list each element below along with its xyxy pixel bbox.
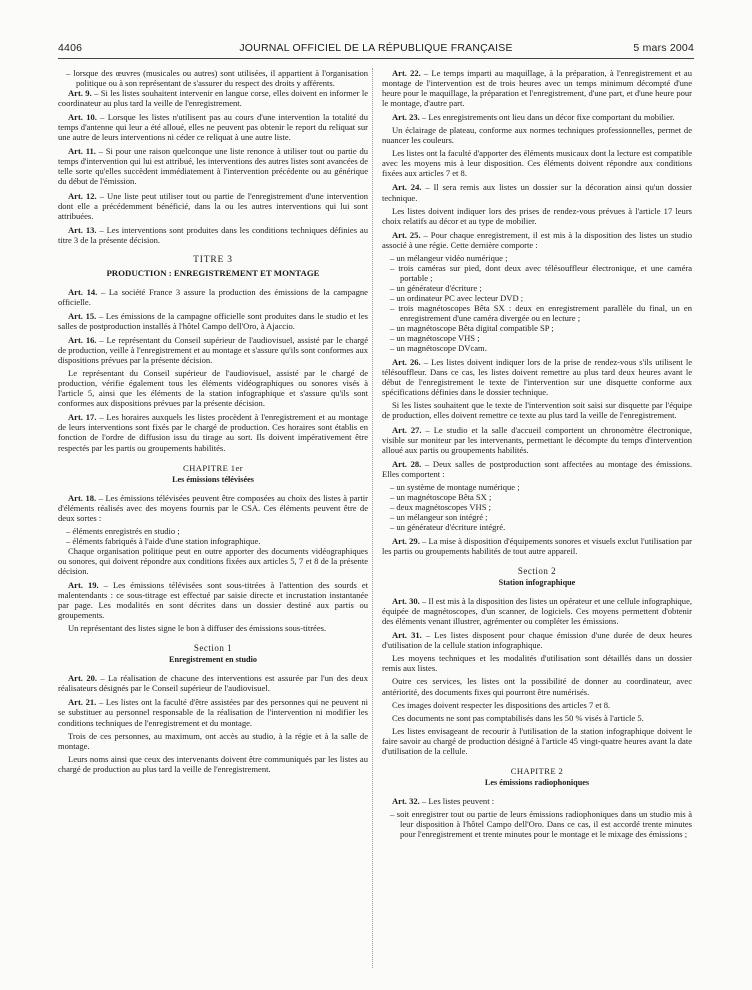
article-25: Art. 25. – Pour chaque enregistrement, il est mis à la disposition des listes un studio associé à une régie. Cette dernière comporte :	[382, 229, 692, 250]
paragraph: Outre ces services, les listes ont la possibilité de donner au coordinateur, avec antériorité, des documents fixes qui pourront être numérisés.	[382, 676, 692, 697]
paragraph: Si les listes souhaitent que le texte de l'intervention soit saisi sur disquette par l'équipe de production, elles doivent remettre ce texte au plus tard la veille de l'enregistrement.	[382, 400, 692, 421]
list-item: – trois magnétoscopes Bêta SX : deux en enregistrement parallèle du final, un en enregistrement d'une caméra divergée ou en lecture ;	[390, 302, 692, 324]
paragraph: Trois de ces personnes, au maximum, ont accès au studio, à la régie et à la salle de montage.	[58, 730, 368, 751]
list-item: – soit enregistrer tout ou partie de leurs émissions radiophoniques dans un studio mis à leur disposition à l'hôtel Campo dell'Oro. Dans ce cas, il est accordé trente minutes pour l'enregistrement et trente minutes pour le montage et le mixage des émissions ;	[390, 808, 692, 840]
article-16: Art. 16. – Le représentant du Conseil supérieur de l'audiovisuel, assisté par le chargé de production, veille à l'enregistrement et au montage et s'assure qu'ils sont conformes aux dispositions prévues par la présente décision.	[58, 335, 368, 366]
article-20: Art. 20. – La réalisation de chacune des interventions est assurée par l'un des deux réalisateurs désignés par le Conseil supérieur de l'audiovisuel.	[58, 673, 368, 694]
section-subheading: Enregistrement en studio	[169, 655, 257, 665]
journal-title: JOURNAL OFFICIEL DE LA RÉPUBLIQUE FRANÇAISE	[239, 42, 513, 54]
paragraph: Les listes doivent indiquer lors des prises de rendez-vous prévues à l'article 17 leurs choix relatifs au décor et au type de mobilier.	[382, 205, 692, 226]
right-column	[382, 68, 692, 839]
article-11: Art. 11. – Si pour une raison quelconque une liste renonce à utiliser tout ou partie du temps d'intervention qui lui est attribué, les interventions des autres listes sont avancées de telle sorte qu'elles succèdent immédiatement à l'intervention précédente ou au générique du début de l'émission.	[58, 146, 368, 187]
article-10: Art. 10. – Lorsque les listes n'utilisent pas au cours d'une intervention la totalité du temps d'antenne qui leur a été alloué, elles ne peuvent pas obtenir le report du reliquat sur une autre de leurs interventions ni céder ce reliquat à une autre liste.	[58, 112, 368, 143]
article-19: Art. 19. – Les émissions télévisées sont sous-titrées à l'attention des sourds et malentendants : ce sous-titrage est effectué par saisie directe et incrustation instantanée par page. Les modalités en sont décrites dans un dossier destiné aux partis ou groupements.	[58, 580, 368, 621]
article-28: Art. 28. – Deux salles de postproduction sont affectées au montage des émissions. Elles comportent :	[382, 458, 692, 479]
section-subheading: Station infographique	[498, 578, 576, 588]
list-item: – un magnétoscope DVcam.	[390, 343, 487, 354]
paragraph: Les listes ont la faculté d'apporter des éléments musicaux dont la lecture est compatible avec les moyens mis à leur disposition. Ces éléments doivent répondre aux conditions fixées aux articles 7 et 8.	[382, 148, 692, 179]
page-header	[58, 42, 694, 56]
article-15: Art. 15. – Les émissions de la campagne officielle sont produites dans le studio et les salles de postproduction installés à l'hôtel Campo dell'Oro, à Ajaccio.	[58, 310, 368, 331]
list-item: – lorsque des œuvres (musicales ou autres) sont utilisées, il appartient à l'organisation politique ou à son représentant de s'assurer du respect des droits y afférents.	[66, 68, 368, 89]
article-17: Art. 17. – Les horaires auxquels les listes procèdent à l'enregistrement et au montage de leurs interventions sont fixés par le chargé de production. Ces horaires sont établis en fonction de l'ordre de diffusion issu du tirage au sort. Ils doivent impérativement être respectés par les partis ou groupements habilités.	[58, 412, 368, 453]
list-item: – un mélangeur son intégré ;	[390, 511, 488, 522]
paragraph: Ces documents ne sont pas comptabilisés dans les 50 % visés à l'article 5.	[392, 712, 644, 723]
paragraph: Un éclairage de plateau, conforme aux normes techniques professionnelles, permet de nuancer les couleurs.	[382, 125, 692, 146]
paragraph: Le représentant du Conseil supérieur de l'audiovisuel, assisté par le chargé de production, vérifie également tous les éléments vidéographiques ou sonores visés à l'article 5, ainsi que les éléments de la station infographique et s'assure qu'ils sont conformes aux dispositions prévues par la présente décision.	[58, 368, 368, 409]
header-rule	[58, 58, 694, 59]
article-26: Art. 26. – Les listes doivent indiquer lors de la prise de rendez-vous s'ils utilisent le télésouffleur. Dans ce cas, les listes doivent remettre au plus tard deux heures avant le début de l'enregistrement le texte de l'intervention sur une disquette conforme aux spécifications définies dans le dossier technique.	[382, 357, 692, 398]
publication-date: 5 mars 2004	[633, 42, 694, 54]
list-item: – trois caméras sur pied, dont deux avec télésouffleur électronique, et une caméra portable ;	[390, 262, 692, 283]
title-heading: TITRE 3	[193, 254, 233, 265]
article-9: Art. 9. – Si les listes souhaitent intervenir en langue corse, elles doivent en informer le coordinateur au plus tard la veille de l'enregistrement.	[58, 88, 368, 109]
list-item: – un générateur d'écriture ;	[390, 282, 482, 293]
list-item: – un magnétoscope VHS ;	[390, 333, 480, 344]
article-23: Art. 23. – Les enregistrements ont lieu dans un décor fixe comportant du mobilier.	[392, 112, 675, 123]
chapter-heading: CHAPITRE 2	[510, 765, 564, 776]
article-30: Art. 30. – Il est mis à la disposition des listes un opérateur et une cellule infographique, équipée de magnétoscopes, d'un scanner, de logiciels. Ces moyens permettent d'obtenir des éléments venant illustrer, agrémenter ou compléter les émissions.	[382, 596, 692, 627]
article-12: Art. 12. – Une liste peut utiliser tout ou partie de l'enregistrement d'une intervention dont elle a précédemment bénéficié, dans la ou les autres interventions qui lui sont attribuées.	[58, 190, 368, 221]
title-subheading: PRODUCTION : ENREGISTREMENT ET MONTAGE	[106, 267, 320, 278]
article-14: Art. 14. – La société France 3 assure la production des émissions de la campagne officielle.	[58, 286, 368, 307]
article-18: Art. 18. – Les émissions télévisées peuvent être composées au choix des listes à partir d'éléments réalisés avec des moyens fournis par le CSA. Ces éléments peuvent être de deux sortes :	[58, 492, 369, 523]
list-item: – éléments enregistrés en studio ;	[66, 525, 180, 536]
article-27: Art. 27. – Le studio et la salle d'accueil comportent un chronomètre électronique, visible sur moniteur par les intervenants, permettant le décompte du temps d'intervention alloué aux partis ou groupements habilités.	[382, 424, 692, 455]
paragraph: Leurs noms ainsi que ceux des intervenants doivent être communiqués par les listes au chargé de production au plus tard la veille de l'enregistrement.	[58, 753, 368, 774]
article-32: Art. 32. – Les listes peuvent :	[392, 795, 495, 806]
list-item: – un ordinateur PC avec lecteur DVD ;	[390, 292, 524, 303]
article-29: Art. 29. – La mise à disposition d'équipements sonores et visuels exclut l'utilisation par les partis ou groupements habilités de tout autre appareil.	[382, 535, 692, 557]
chapter-subheading: Les émissions télévisées	[172, 474, 254, 484]
paragraph: Chaque organisation politique peut en outre apporter des documents vidéographiques ou sonores, qui doivent répondre aux conditions fixées aux articles 5, 7 et 8 de la présente décision.	[58, 545, 368, 576]
chapter-subheading: Les émissions radiophoniques	[484, 777, 590, 787]
list-item: – un magnétoscope Bêta SX ;	[390, 491, 492, 502]
paragraph: Les moyens techniques et les modalités d'utilisation sont détaillés dans un dossier remis aux listes.	[382, 653, 692, 674]
list-item: – un générateur d'écriture intégré.	[390, 521, 506, 532]
paragraph: Ces images doivent respecter les dispositions des articles 7 et 8.	[392, 699, 611, 710]
list-item: – un mélangeur vidéo numérique ;	[390, 252, 508, 263]
left-column	[58, 68, 368, 777]
page-number: 4406	[58, 42, 83, 54]
article-21: Art. 21. – Les listes ont la faculté d'être assistées par des personnes qui ne peuvent ni se substituer au personnel responsable de la réalisation de l'intervention ni modifier les conditions techniques de l'enregistrement et du montage.	[58, 697, 368, 728]
section-heading: Section 1	[193, 643, 233, 654]
column-separator	[372, 68, 373, 968]
article-24: Art. 24. – Il sera remis aux listes un dossier sur la décoration ainsi qu'un dossier technique.	[382, 182, 692, 203]
paragraph: Les listes envisageant de recourir à l'utilisation de la station infographique doivent le faire savoir au chargé de production désigné à l'article 45 vingt-quatre heures avant la date d'utilisation de la cellule.	[382, 725, 692, 756]
paragraph: Un représentant des listes signe le bon à diffuser des émissions sous-titrées.	[68, 623, 327, 634]
list-item: – un magnétoscope Bêta digital compatible SP ;	[390, 323, 554, 334]
list-item: – un système de montage numérique ;	[390, 481, 520, 492]
article-13: Art. 13. – Les interventions sont produites dans les conditions techniques définies au titre 3 de la présente décision.	[58, 224, 368, 245]
article-31: Art. 31. – Les listes disposent pour chaque émission d'une durée de deux heures d'utilisation de la cellule station infographique.	[382, 630, 692, 651]
article-22: Art. 22. – Le temps imparti au maquillage, à la préparation, à l'enregistrement et au montage de l'intervention est de trois heures avec un temps minimum décompté d'une heure pour le maquillage, la préparation et l'enregistrement, d'une part, et d'une heure pour le montage, d'autre part.	[382, 68, 692, 109]
section-heading: Section 2	[517, 566, 557, 577]
chapter-heading: CHAPITRE 1er	[183, 462, 243, 473]
list-item: – éléments fabriqués à l'aide d'une station infographique.	[66, 535, 261, 546]
list-item: – deux magnétoscopes VHS ;	[390, 501, 491, 512]
